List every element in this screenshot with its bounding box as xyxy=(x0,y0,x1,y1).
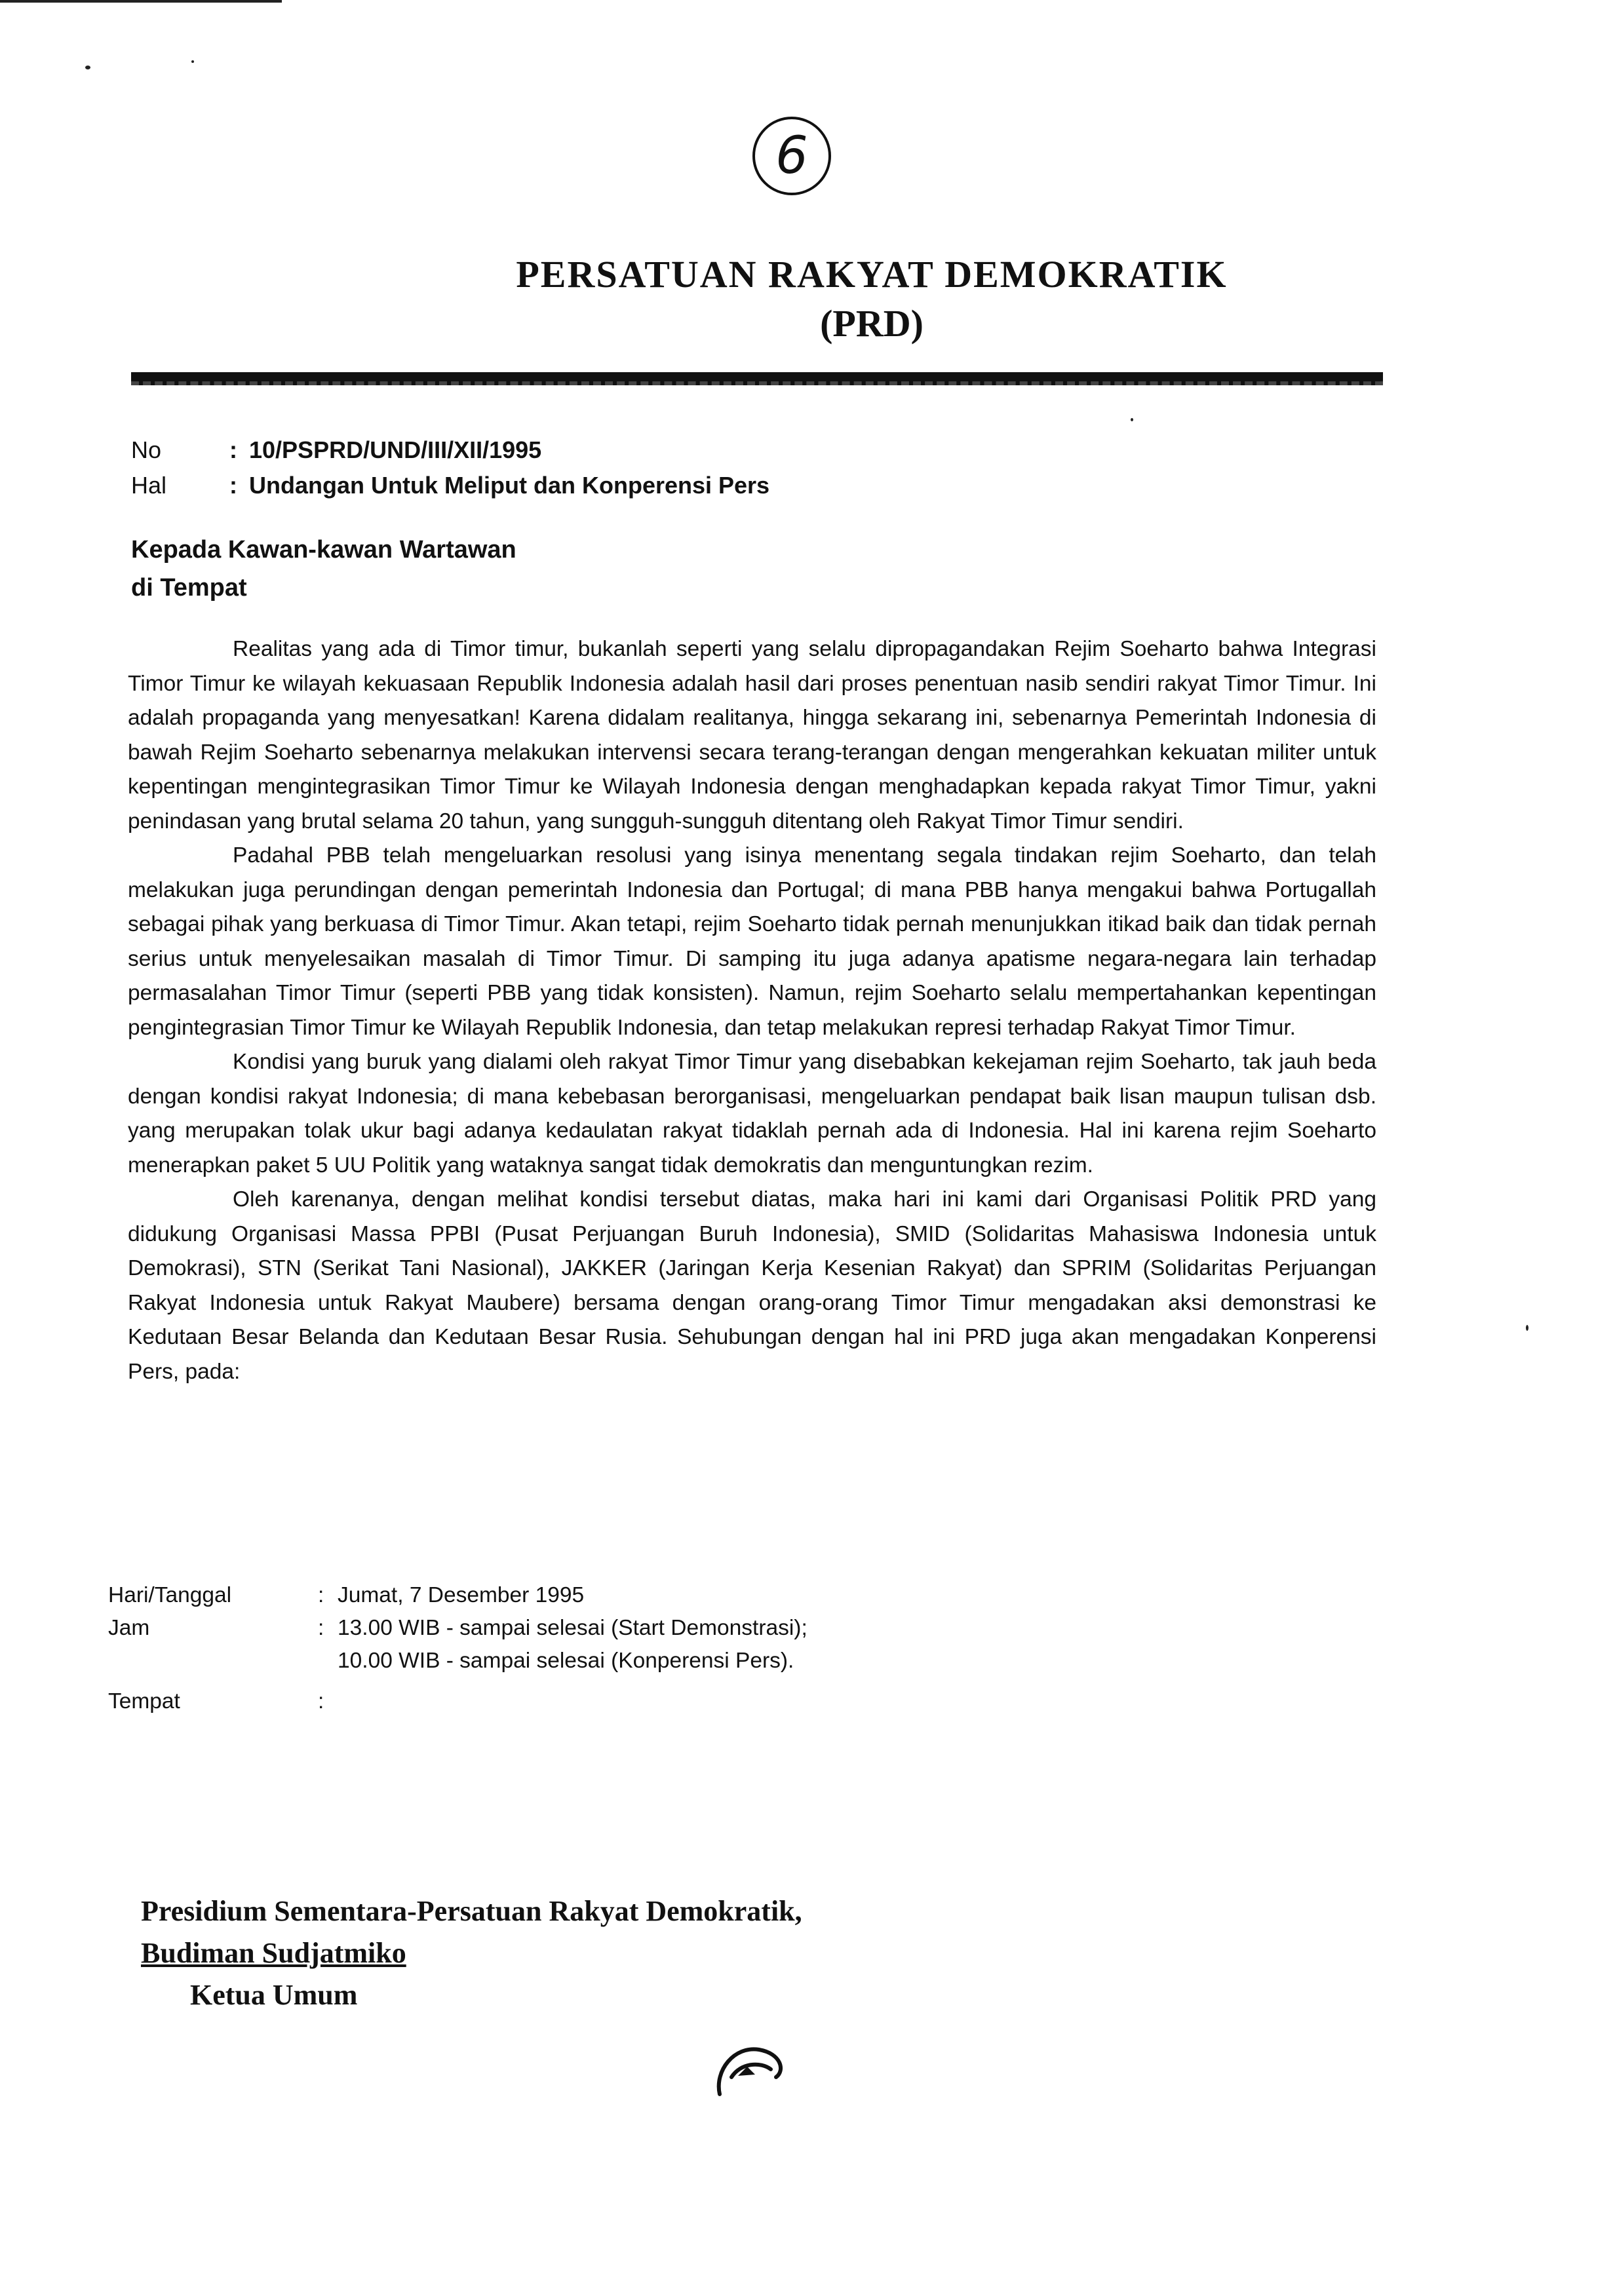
meta-subject-label: Hal xyxy=(131,472,167,499)
body-paragraph: Oleh karenanya, dengan melihat kondisi tersebut diatas, maka hari ini kami dari Organisasi Politik PRD yang didukung Organisasi Massa PPBI (Pusat Perjuangan Buruh Indonesia), SMID (Solidaritas Mahasiswa Indonesia untuk Demokrasi), STN (Serikat Tani Nasional), JAKKER (Jaringan Kerja Kesenian Rakyat) dan SPRIM (Solidaritas Perjuangan Rakyat Indonesia untuk Rakyat Maubere) bersama dengan orang-orang Timor Timur mengadakan aksi demonstrasi ke Kedutaan Besar Belanda dan Kedutaan Besar Rusia. Sehubungan dengan hal ini PRD juga akan mengadakan Konperensi Pers, pada: xyxy=(128,1187,1376,1384)
schedule-spacer xyxy=(108,1645,318,1677)
signature-org-line: Presidium Sementara-Persatuan Rakyat Demokratik, xyxy=(141,1895,802,1927)
letter-meta xyxy=(131,432,1376,503)
scan-speck xyxy=(1526,1325,1528,1331)
schedule-time-value-2: 10.00 WIB - sampai selesai (Konperensi Pers). xyxy=(338,1649,794,1673)
schedule-colon: : xyxy=(318,1583,324,1607)
scan-speck xyxy=(191,60,194,63)
schedule-time-row-2 xyxy=(108,1645,1353,1677)
schedule-date-value: Jumat, 7 Desember 1995 xyxy=(338,1583,585,1607)
event-schedule xyxy=(108,1579,1353,1718)
schedule-colon: : xyxy=(318,1616,324,1640)
body-paragraph: Padahal PBB telah mengeluarkan resolusi yang isinya menentang segala tindakan rejim Soeharto, dan telah melakukan juga perundingan dengan pemerintah Indonesia dan Portugal; di mana PBB hanya mengakui bahwa Portugallah sebagai pihak yang berkuasa di Timor Timur. Akan tetapi, rejim Soeharto tidak pernah menunjukkan itikad baik dan tidak pernah serius untuk menyelesaikan masalah di Timor Timur. Di samping itu juga adanya apatisme negara-negara lain terhadap permasalahan Timor Timur (seperti PBB yang tidak konsisten). Namun, rejim Soeharto selalu mempertahankan kepentingan pengintegrasian Timor Timur ke Wilayah Republik Indonesia, dan tetap melakukan represi terhadap Rakyat Timor Timur. xyxy=(128,843,1376,1040)
scan-speck xyxy=(85,66,90,69)
schedule-colon: : xyxy=(318,1689,324,1713)
handwritten-signature-mark xyxy=(708,2031,800,2103)
meta-colon: : xyxy=(229,436,237,463)
schedule-colon-spacer xyxy=(318,1645,338,1677)
body-paragraph: Realitas yang ada di Timor timur, bukanlah seperti yang selalu dipropagandakan Rejim Soeharto bahwa Integrasi Timor Timur ke wilayah kekuasaan Republik Indonesia adalah hasil dari proses penentuan nasib sendiri rakyat Timor Timur. Ini adalah propaganda yang menyesatkan! Karena didalam realitanya, hingga sekarang ini, sebenarnya Pemerintah Indonesia di bawah Rejim Soeharto sebenarnya melakukan intervensi secara terang-terangan dengan mengerahkan kekuatan militer untuk kepentingan mengintegrasikan Timor Timur ke Wilayah Indonesia dengan menghadapkan kepada rakyat Timor Timur, yakni penindasan yang brutal selama 20 tahun, yang sungguh-sungguh ditentang oleh Rakyat Timor Timur sendiri. xyxy=(128,637,1376,833)
letterhead-rule xyxy=(131,372,1383,385)
schedule-place-row xyxy=(108,1685,1353,1718)
schedule-time-value-1: 13.00 WIB - sampai selesai (Start Demonstrasi); xyxy=(338,1616,808,1640)
meta-number-row xyxy=(131,432,1376,468)
scan-artifact-line xyxy=(0,0,282,3)
signature-block xyxy=(141,1890,1124,2016)
schedule-place-label: Tempat xyxy=(108,1689,180,1713)
meta-number-value: 10/PSPRD/UND/III/XII/1995 xyxy=(249,436,542,463)
meta-subject-row xyxy=(131,468,1376,503)
org-abbreviation: (PRD) xyxy=(820,302,924,345)
scan-speck xyxy=(1131,418,1133,421)
meta-number-label: No xyxy=(131,436,162,463)
org-name: PERSATUAN RAKYAT DEMOKRATIK xyxy=(516,253,1228,296)
schedule-time-row xyxy=(108,1612,1353,1645)
salutation-line-2: di Tempat xyxy=(131,574,247,602)
salutation-line-1: Kepada Kawan-kawan Wartawan xyxy=(131,536,516,564)
page-number-handwritten: 6 xyxy=(752,117,831,195)
body-paragraph: Kondisi yang buruk yang dialami oleh rakyat Timor Timur yang disebabkan kekejaman rejim Soeharto, tak jauh beda dengan kondisi rakyat Indonesia; di mana kebebasan berorganisasi, mengeluarkan pendapat baik lisan maupun tulisan dsb. yang merupakan tolak ukur bagi adanya kedaulatan rakyat tidaklah pernah ada di Indonesia. Hal ini karena rejim Soeharto menerapkan paket 5 UU Politik yang wataknya sangat tidak demokratis dan menguntungkan rezim. xyxy=(128,1050,1376,1177)
meta-subject-value: Undangan Untuk Meliput dan Konperensi Pers xyxy=(249,472,770,499)
letter-body xyxy=(128,632,1376,1389)
schedule-date-label: Hari/Tanggal xyxy=(108,1583,232,1607)
schedule-time-label: Jam xyxy=(108,1616,150,1640)
signatory-name: Budiman Sudjatmiko xyxy=(141,1937,406,1969)
letterhead xyxy=(367,252,1376,345)
signatory-title: Ketua Umum xyxy=(190,1979,358,2011)
schedule-date-row xyxy=(108,1579,1353,1612)
salutation xyxy=(131,531,1376,607)
meta-colon: : xyxy=(229,472,237,499)
